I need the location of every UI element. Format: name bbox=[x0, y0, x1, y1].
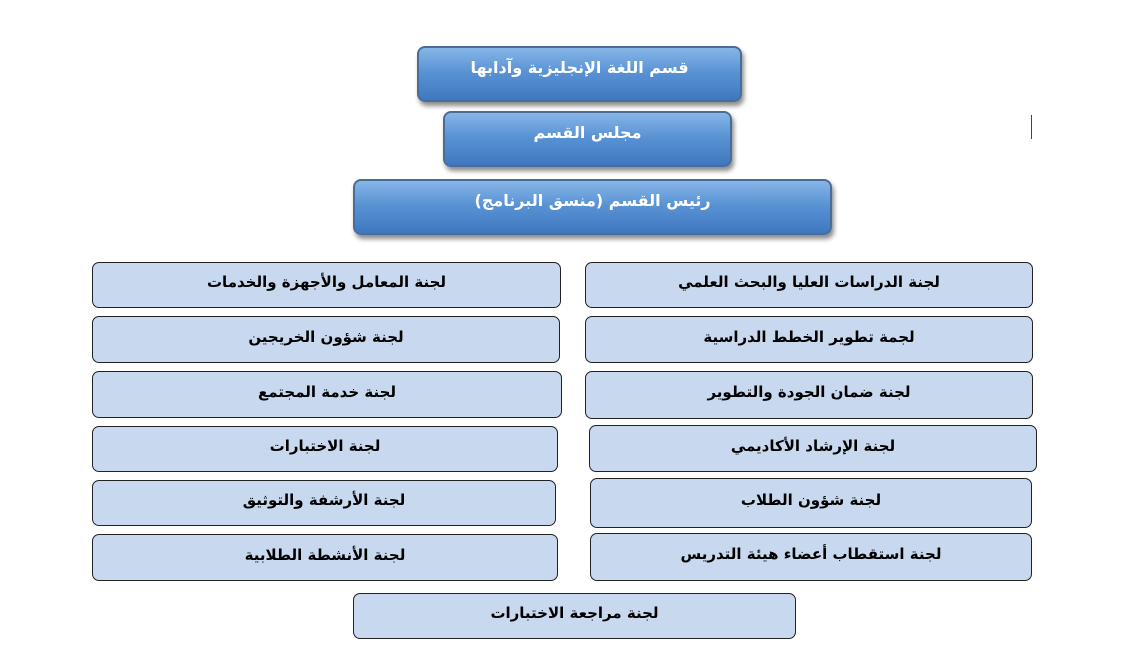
committee-label: لجنة شؤون الطلاب bbox=[740, 491, 882, 509]
committee-label: لجنة الاختبارات bbox=[269, 437, 381, 455]
committee-box-right-2 bbox=[585, 316, 1033, 363]
committee-label: لجنة الإرشاد الأكاديمي bbox=[730, 436, 896, 455]
committee-label: لجنة المعامل والأجهزة والخدمات bbox=[206, 273, 447, 291]
committee-label: لجنة مراجعة الاختبارات bbox=[490, 604, 659, 622]
committee-label: لجنة استقطاب أعضاء هيئة التدريس bbox=[680, 545, 942, 563]
committee-box-left-4 bbox=[92, 426, 558, 472]
head-box bbox=[353, 179, 832, 235]
committee-label: لجنة خدمة المجتمع bbox=[257, 382, 397, 401]
committee-box-right-1 bbox=[585, 262, 1033, 308]
committee-box-right-5 bbox=[590, 478, 1032, 528]
committee-box-left-6 bbox=[92, 534, 558, 581]
head-label: رئيس القسم (منسق البرنامج) bbox=[474, 190, 711, 210]
council-box bbox=[443, 111, 732, 167]
committee-box-right-4 bbox=[589, 425, 1037, 472]
committee-box-right-6 bbox=[590, 533, 1032, 581]
committee-box-left-5 bbox=[92, 480, 556, 526]
text-cursor bbox=[1031, 115, 1032, 139]
committee-box-bottom bbox=[353, 593, 796, 639]
council-label: مجلس القسم bbox=[533, 122, 642, 142]
committee-label: لجمة تطوير الخطط الدراسية bbox=[703, 327, 915, 346]
committee-box-left-2 bbox=[92, 316, 560, 363]
committee-label: لجنة شؤون الخريجين bbox=[248, 327, 404, 346]
committee-label: لجنة الأنشطة الطلابية bbox=[244, 545, 406, 564]
committee-box-right-3 bbox=[585, 371, 1033, 419]
committee-box-left-3 bbox=[92, 371, 562, 418]
department-label: قسم اللغة الإنجليزية وآدابها bbox=[470, 57, 689, 77]
committee-box-left-1 bbox=[92, 262, 561, 308]
committee-label: لجنة ضمان الجودة والتطوير bbox=[707, 383, 911, 401]
committee-label: لجنة الدراسات العليا والبحث العلمي bbox=[678, 273, 940, 291]
committee-label: لجنة الأرشفة والتوثيق bbox=[242, 491, 406, 509]
department-box bbox=[417, 46, 742, 102]
